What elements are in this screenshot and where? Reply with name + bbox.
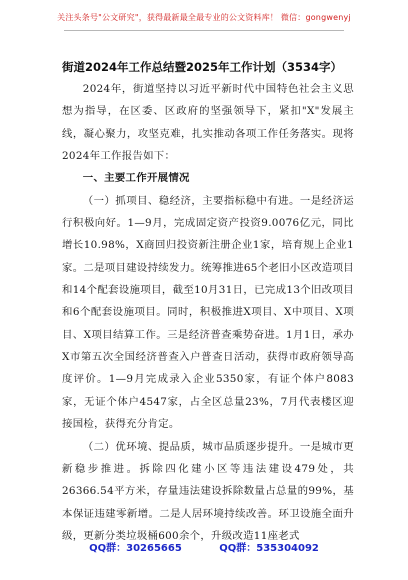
intro-paragraph: 2024年，街道坚持以习近平新时代中国特色社会主义思想为指导，在区委、区政府的坚强领导下，紧扣"X"发展主线，凝心聚力，攻坚克难，扎实推动各项工作任务落实。现将2024年工作报告如下： xyxy=(62,83,354,163)
body-paragraph: （二）优环境、提品质，城市品质逐步提升。一是城市更新稳步推进。拆除四化建小区等违法建设479处，共26366.54平方米，存量违法建设拆除数量占总量的99%，基本保证违建零新增。二是人居环境持续改善。环卫设施全面升级，更新分类垃圾桶600余个，升级改造11座老式 xyxy=(62,440,354,542)
qq-group-2: QQ群：535304092 xyxy=(219,543,319,554)
promo-banner: 关注头条号"公文研究"，获得最新最全最专业的公文资料库！ 微信：gongwenyj xyxy=(57,13,351,22)
body-paragraph: （一）抓项目、稳经济，主要指标稳中有进。一是经济运行积极向好。1—9月，完成固定资产投资9.0076亿元，同比增长10.98%，X商回归投资新注册企业1家，培育规上企业1家。二是项目建设持续发力。统筹推进65个老旧小区改造项目和14个配套设施项目，截至10月31日，已完成13个旧改项目和6个配套设施项目。同时，积极推进X项目、X中项目、X项目、X项目结算工作。三是经济普查乘势奋进。1月1日，承办X市第五次全国经济普查入户普查日活动，获得市政府领导高度评价。1—9月完成录入企业5350家，有证个体户8083家，无证个体户4547家，占全区总量23%，7月代表楼区迎接国检，获得充分肯定。 xyxy=(62,194,354,431)
section-heading: 一、主要工作开展情况 xyxy=(82,172,190,185)
document-title: 街道2024年工作总结暨2025年工作计划（3534字） xyxy=(62,60,343,74)
qq-group-1: QQ群：30265665 xyxy=(89,543,182,554)
header-divider xyxy=(64,30,344,31)
footer-contacts xyxy=(0,539,408,554)
document-body xyxy=(62,78,354,547)
